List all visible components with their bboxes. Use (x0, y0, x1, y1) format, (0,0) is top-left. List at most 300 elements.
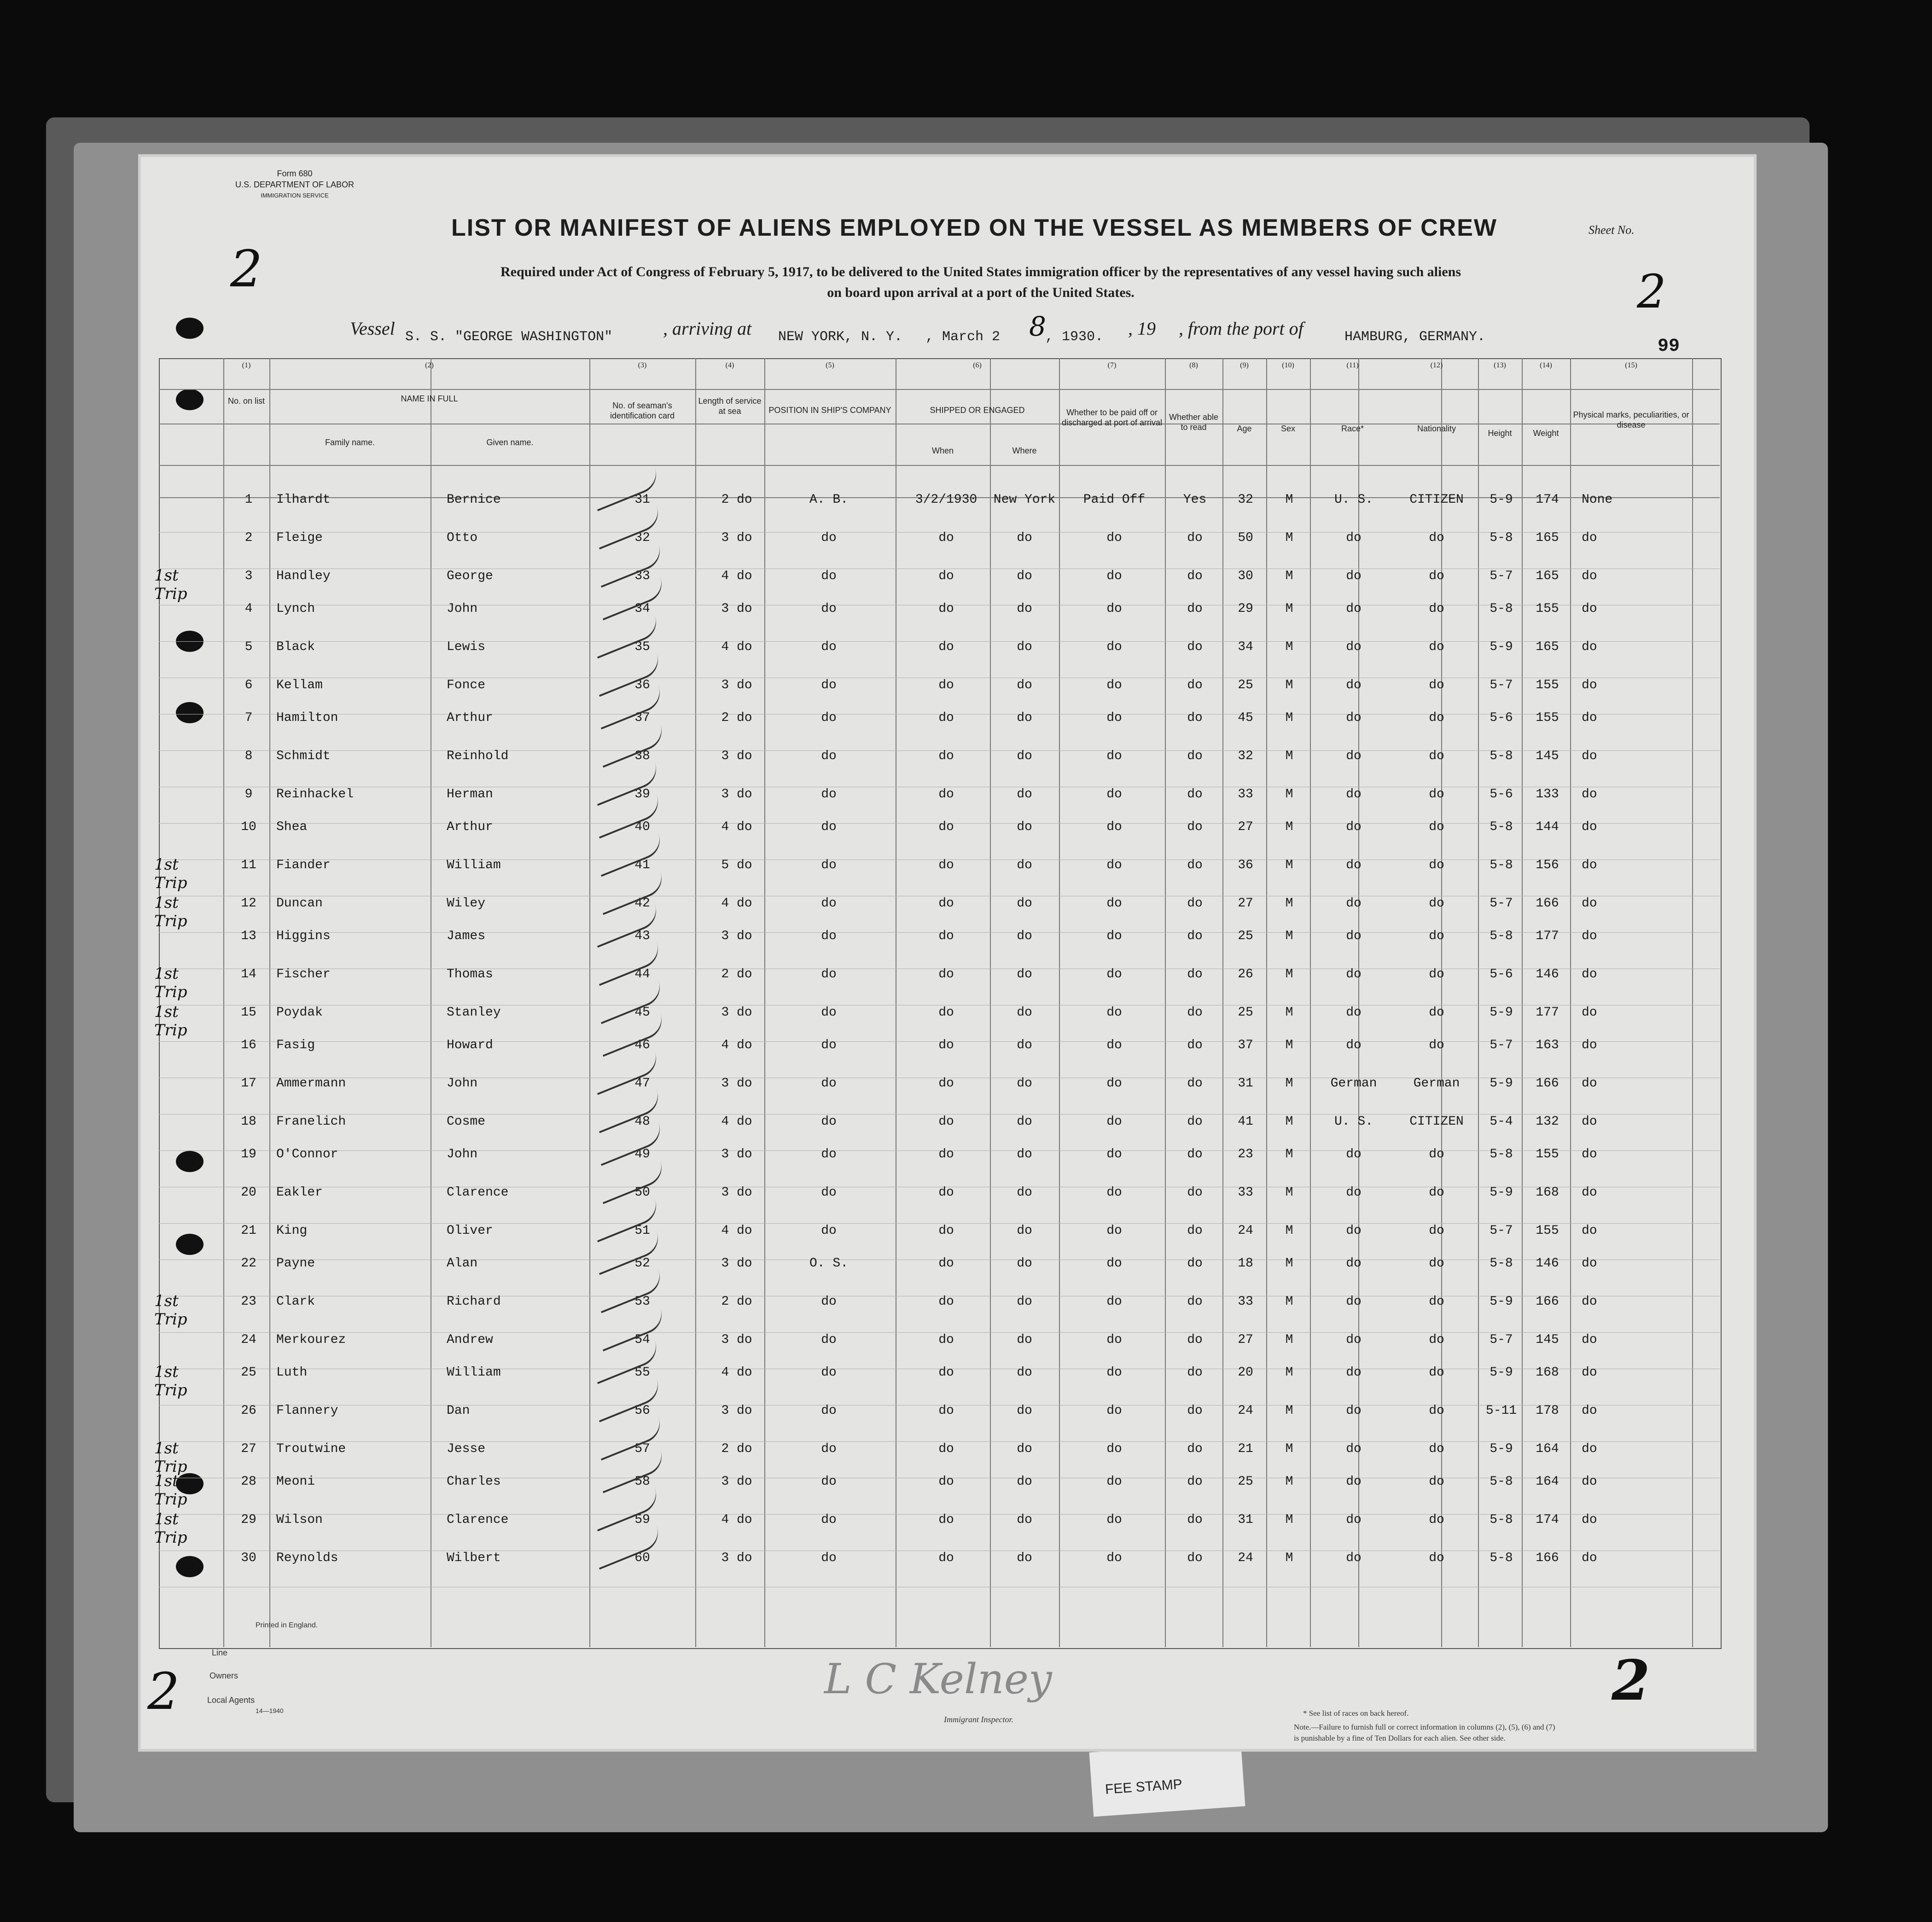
list-number-cell: 27 (241, 1442, 256, 1456)
paid-off-cell: Paid Off (1083, 493, 1146, 507)
weight-cell: 164 (1536, 1475, 1559, 1489)
column-header: Length of service at sea (698, 396, 762, 416)
able-to-read-cell: do (1187, 531, 1203, 545)
list-number-cell: 23 (241, 1295, 256, 1309)
sex-cell: M (1285, 1005, 1293, 1020)
family-name-cell: Poydak (276, 1005, 323, 1020)
sex-cell: M (1285, 749, 1293, 763)
weight-cell: 145 (1536, 749, 1559, 763)
race-cell: do (1346, 1365, 1362, 1380)
column-number: (11) (1346, 361, 1359, 369)
sex-cell: M (1285, 711, 1293, 725)
age-cell: 32 (1238, 749, 1253, 763)
service-length-cell: 2 do (721, 1295, 752, 1309)
position-cell: do (821, 1147, 837, 1161)
weight-cell: 155 (1536, 711, 1559, 725)
list-number-cell: 14 (241, 967, 256, 981)
shipped-when-cell: do (938, 1076, 954, 1091)
race-cell: do (1346, 1005, 1362, 1020)
nationality-cell: do (1429, 820, 1444, 834)
physical-marks-cell: do (1582, 787, 1597, 801)
column-number: (5) (826, 361, 834, 369)
shipped-when-cell: do (938, 569, 954, 583)
handwritten-trip-note: 1st Trip (154, 894, 187, 930)
form-number: Form 680 (277, 169, 313, 178)
family-name-cell: Hamilton (276, 711, 338, 725)
family-name-cell: Reinhackel (276, 787, 354, 801)
shipped-where-cell: do (1017, 1475, 1032, 1489)
able-to-read-cell: do (1187, 1513, 1203, 1527)
able-to-read-cell: do (1187, 929, 1203, 943)
given-name-cell: Andrew (447, 1333, 493, 1347)
age-cell: 31 (1238, 1513, 1253, 1527)
physical-marks-cell: do (1582, 820, 1597, 834)
race-cell: U. S. (1334, 493, 1373, 507)
position-cell: do (821, 1115, 837, 1129)
column-rule (1478, 358, 1479, 1647)
physical-marks-cell: do (1582, 711, 1597, 725)
weight-cell: 133 (1536, 787, 1559, 801)
id-card-cell: 34 (634, 602, 650, 616)
height-cell: 5-9 (1490, 1185, 1513, 1200)
service-length-cell: 2 do (721, 711, 752, 725)
height-cell: 5-6 (1490, 967, 1513, 981)
height-cell: 5-8 (1490, 1147, 1513, 1161)
column-header: Whether to be paid off or discharged at port of arrival (1061, 408, 1163, 427)
able-to-read-cell: do (1187, 1442, 1203, 1456)
sex-cell: M (1285, 1185, 1293, 1200)
family-name-cell: Payne (276, 1256, 315, 1271)
shipped-where-cell: do (1017, 1404, 1032, 1418)
shipped-when-cell: do (938, 678, 954, 692)
service-length-cell: 4 do (721, 569, 752, 583)
position-cell: do (821, 858, 837, 872)
shipped-when-cell: do (938, 896, 954, 911)
physical-marks-cell: do (1582, 1404, 1597, 1418)
id-card-cell: 41 (634, 858, 650, 872)
weight-cell: 163 (1536, 1038, 1559, 1052)
sex-cell: M (1285, 531, 1293, 545)
race-cell: do (1346, 1442, 1362, 1456)
shipped-where-cell: do (1017, 1185, 1032, 1200)
service-length-cell: 3 do (721, 749, 752, 763)
race-cell: do (1346, 1224, 1362, 1238)
service-name: IMMIGRATION SERVICE (261, 192, 329, 199)
position-cell: do (821, 749, 837, 763)
family-name-cell: Lynch (276, 602, 315, 616)
height-cell: 5-9 (1490, 493, 1513, 507)
race-cell: do (1346, 858, 1362, 872)
nationality-cell: do (1429, 1185, 1444, 1200)
column-header: NAME IN FULL (401, 394, 458, 403)
height-cell: 5-8 (1490, 858, 1513, 872)
race-cell: do (1346, 1185, 1362, 1200)
sex-cell: M (1285, 1365, 1293, 1380)
service-length-cell: 2 do (721, 1442, 752, 1456)
id-card-cell: 31 (634, 493, 650, 507)
height-cell: 5-7 (1490, 1333, 1513, 1347)
service-length-cell: 4 do (721, 640, 752, 654)
shipped-where-cell: do (1017, 1005, 1032, 1020)
given-name-cell: John (447, 1076, 478, 1091)
paid-off-cell: do (1106, 787, 1122, 801)
physical-marks-cell: do (1582, 929, 1597, 943)
nationality-cell: do (1429, 1365, 1444, 1380)
shipped-where-cell: do (1017, 896, 1032, 911)
given-name-cell: Oliver (447, 1224, 493, 1238)
weight-cell: 178 (1536, 1404, 1559, 1418)
weight-cell: 132 (1536, 1115, 1559, 1129)
header-rule (159, 389, 1720, 390)
sex-cell: M (1285, 569, 1293, 583)
able-to-read-cell: do (1187, 678, 1203, 692)
paid-off-cell: do (1106, 1185, 1122, 1200)
given-name-cell: Cosme (447, 1115, 486, 1129)
handwritten-trip-note: 1st Trip (154, 1003, 187, 1039)
sex-cell: M (1285, 602, 1293, 616)
shipped-when-cell: do (938, 1038, 954, 1052)
shipped-where-cell: do (1017, 640, 1032, 654)
list-number-cell: 24 (241, 1333, 256, 1347)
able-to-read-cell: do (1187, 1224, 1203, 1238)
position-cell: do (821, 1475, 837, 1489)
age-cell: 27 (1238, 820, 1253, 834)
position-cell: do (821, 1404, 837, 1418)
given-name-cell: Reinhold (447, 749, 509, 763)
position-cell: do (821, 1224, 837, 1238)
given-name-cell: Wiley (447, 896, 486, 911)
given-name-cell: John (447, 602, 478, 616)
shipped-where-cell: do (1017, 787, 1032, 801)
nationality-cell: do (1429, 1147, 1444, 1161)
able-to-read-cell: do (1187, 858, 1203, 872)
family-name-cell: Fischer (276, 967, 331, 981)
sex-cell: M (1285, 493, 1293, 507)
age-cell: 27 (1238, 896, 1253, 911)
family-name-cell: Troutwine (276, 1442, 346, 1456)
able-to-read-cell: do (1187, 640, 1203, 654)
family-name-cell: Luth (276, 1365, 308, 1380)
shipped-where-cell: do (1017, 1365, 1032, 1380)
able-to-read-cell: do (1187, 1038, 1203, 1052)
race-cell: do (1346, 602, 1362, 616)
weight-cell: 177 (1536, 1005, 1559, 1020)
height-cell: 5-8 (1490, 820, 1513, 834)
physical-marks-cell: do (1582, 1005, 1597, 1020)
column-rule (764, 358, 765, 1647)
weight-cell: 168 (1536, 1185, 1559, 1200)
column-rule (589, 358, 590, 1647)
shipped-where-cell: do (1017, 1442, 1032, 1456)
age-cell: 50 (1238, 531, 1253, 545)
height-cell: 5-8 (1490, 749, 1513, 763)
position-cell: do (821, 787, 837, 801)
column-header: Sex (1280, 424, 1296, 433)
paid-off-cell: do (1106, 1256, 1122, 1271)
handwritten-trip-note: 1st Trip (154, 964, 187, 1001)
race-cell: German (1330, 1076, 1377, 1091)
paid-off-cell: do (1106, 1005, 1122, 1020)
line-label: Line (212, 1648, 228, 1657)
paid-off-cell: do (1106, 820, 1122, 834)
paid-off-cell: do (1106, 1551, 1122, 1565)
weight-cell: 168 (1536, 1365, 1559, 1380)
age-cell: 20 (1238, 1365, 1253, 1380)
shipped-when-cell: 3/2/1930 (915, 493, 978, 507)
race-cell: do (1346, 1404, 1362, 1418)
physical-marks-cell: do (1582, 1513, 1597, 1527)
paid-off-cell: do (1106, 1224, 1122, 1238)
age-cell: 30 (1238, 569, 1253, 583)
nationality-cell: do (1429, 1551, 1444, 1565)
height-cell: 5-8 (1490, 1256, 1513, 1271)
service-length-cell: 3 do (721, 1551, 752, 1565)
family-name-cell: Fleige (276, 531, 323, 545)
id-card-cell: 54 (634, 1333, 650, 1347)
shipped-when-cell: do (938, 1551, 954, 1565)
paid-off-cell: do (1106, 1038, 1122, 1052)
column-header: Given name. (486, 438, 534, 447)
shipped-when-cell: do (938, 858, 954, 872)
service-length-cell: 3 do (721, 1076, 752, 1091)
shipped-where-cell: do (1017, 602, 1032, 616)
height-cell: 5-7 (1490, 678, 1513, 692)
age-cell: 31 (1238, 1076, 1253, 1091)
weight-cell: 155 (1536, 1147, 1559, 1161)
family-name-cell: Franelich (276, 1115, 346, 1129)
service-length-cell: 3 do (721, 1404, 752, 1418)
family-name-cell: Merkourez (276, 1333, 346, 1347)
id-card-cell: 32 (634, 531, 650, 545)
id-card-cell: 43 (634, 929, 650, 943)
position-cell: do (821, 1333, 837, 1347)
service-length-cell: 3 do (721, 1005, 752, 1020)
id-card-cell: 48 (634, 1115, 650, 1129)
shipped-when-cell: do (938, 1256, 954, 1271)
physical-marks-cell: do (1582, 1076, 1597, 1091)
able-to-read-cell: do (1187, 602, 1203, 616)
shipped-when-cell: do (938, 967, 954, 981)
shipped-when-cell: do (938, 711, 954, 725)
height-cell: 5-4 (1490, 1115, 1513, 1129)
shipped-when-cell: do (938, 1224, 954, 1238)
paid-off-cell: do (1106, 858, 1122, 872)
paid-off-cell: do (1106, 531, 1122, 545)
family-name-cell: Wilson (276, 1513, 323, 1527)
shipped-where-cell: do (1017, 1115, 1032, 1129)
weight-cell: 155 (1536, 1224, 1559, 1238)
race-cell: do (1346, 896, 1362, 911)
column-rule (269, 358, 270, 1647)
owners-label: Owners (209, 1671, 239, 1680)
footnote-penalty-2: is punishable by a fine of Ten Dollars for each alien. See other side. (1294, 1734, 1506, 1742)
height-cell: 5-7 (1490, 1038, 1513, 1052)
able-to-read-cell: do (1187, 1147, 1203, 1161)
age-cell: 27 (1238, 1333, 1253, 1347)
vessel-label: Vessel (350, 318, 395, 339)
sex-cell: M (1285, 1115, 1293, 1129)
nationality-cell: do (1429, 1475, 1444, 1489)
able-to-read-cell: Yes (1183, 493, 1207, 507)
service-length-cell: 3 do (721, 1475, 752, 1489)
column-rule (223, 358, 224, 1647)
able-to-read-cell: do (1187, 569, 1203, 583)
given-name-cell: Thomas (447, 967, 493, 981)
service-length-cell: 4 do (721, 1115, 752, 1129)
height-cell: 5-11 (1485, 1404, 1517, 1418)
sex-cell: M (1285, 896, 1293, 911)
page-title: LIST OR MANIFEST OF ALIENS EMPLOYED ON THE VESSEL AS MEMBERS OF CREW (451, 215, 1497, 241)
paid-off-cell: do (1106, 569, 1122, 583)
service-length-cell: 3 do (721, 1256, 752, 1271)
arriving-label: , arriving at (663, 318, 752, 339)
shipped-when-cell: do (938, 1513, 954, 1527)
age-cell: 33 (1238, 1185, 1253, 1200)
sex-cell: M (1285, 1404, 1293, 1418)
race-cell: do (1346, 1513, 1362, 1527)
age-cell: 18 (1238, 1256, 1253, 1271)
able-to-read-cell: do (1187, 1365, 1203, 1380)
physical-marks-cell: do (1582, 1551, 1597, 1565)
physical-marks-cell: None (1582, 493, 1613, 507)
age-cell: 41 (1238, 1115, 1253, 1129)
physical-marks-cell: do (1582, 1295, 1597, 1309)
race-cell: do (1346, 569, 1362, 583)
shipped-when-cell: do (938, 1475, 954, 1489)
shipped-where-cell: New York (993, 493, 1056, 507)
sex-cell: M (1285, 1442, 1293, 1456)
column-header: When (931, 446, 954, 455)
column-number: (13) (1494, 361, 1506, 369)
sex-cell: M (1285, 1256, 1293, 1271)
able-to-read-cell: do (1187, 1076, 1203, 1091)
race-cell: do (1346, 1256, 1362, 1271)
height-cell: 5-8 (1490, 929, 1513, 943)
list-number-cell: 30 (241, 1551, 256, 1565)
family-name-cell: Schmidt (276, 749, 331, 763)
physical-marks-cell: do (1582, 858, 1597, 872)
weight-cell: 166 (1536, 1076, 1559, 1091)
given-name-cell: James (447, 929, 486, 943)
height-cell: 5-8 (1490, 1475, 1513, 1489)
sex-cell: M (1285, 967, 1293, 981)
column-number: (14) (1540, 361, 1552, 369)
paid-off-cell: do (1106, 896, 1122, 911)
service-length-cell: 3 do (721, 1147, 752, 1161)
id-card-cell: 37 (634, 711, 650, 725)
age-cell: 33 (1238, 1295, 1253, 1309)
shipped-where-cell: do (1017, 1513, 1032, 1527)
height-cell: 5-8 (1490, 1551, 1513, 1565)
position-cell: do (821, 1295, 837, 1309)
nationality-cell: do (1429, 929, 1444, 943)
shipped-where-cell: do (1017, 1295, 1032, 1309)
binder-hole (176, 318, 204, 339)
id-card-cell: 39 (634, 787, 650, 801)
id-card-cell: 60 (634, 1551, 650, 1565)
id-card-cell: 35 (634, 640, 650, 654)
column-header: Weight (1533, 429, 1559, 438)
weight-cell: 164 (1536, 1442, 1559, 1456)
nationality-cell: do (1429, 1333, 1444, 1347)
able-to-read-cell: do (1187, 711, 1203, 725)
column-header: Race* (1341, 424, 1364, 433)
race-cell: do (1346, 1475, 1362, 1489)
handwritten-trip-note: 1st Trip (154, 566, 187, 603)
family-name-cell: Ilhardt (276, 493, 331, 507)
list-number-cell: 19 (241, 1147, 256, 1161)
handwritten-bottom-left-number: 2 (147, 1662, 180, 1721)
column-number: (15) (1625, 361, 1637, 369)
paid-off-cell: do (1106, 1442, 1122, 1456)
age-cell: 24 (1238, 1551, 1253, 1565)
column-number: (4) (725, 361, 734, 369)
given-name-cell: Dan (447, 1404, 470, 1418)
nationality-cell: do (1429, 531, 1444, 545)
id-card-cell: 38 (634, 749, 650, 763)
race-cell: U. S. (1334, 1115, 1373, 1129)
weight-cell: 177 (1536, 929, 1559, 943)
family-name-cell: Shea (276, 820, 308, 834)
race-cell: do (1346, 929, 1362, 943)
family-name-cell: Clark (276, 1295, 315, 1309)
given-name-cell: Clarence (447, 1513, 509, 1527)
handwritten-trip-note: 1st Trip (154, 1472, 187, 1509)
age-cell: 23 (1238, 1147, 1253, 1161)
able-to-read-cell: do (1187, 749, 1203, 763)
list-number-cell: 25 (241, 1365, 256, 1380)
service-length-cell: 3 do (721, 929, 752, 943)
id-card-cell: 46 (634, 1038, 650, 1052)
sex-cell: M (1285, 1076, 1293, 1091)
list-number-cell: 8 (244, 749, 253, 763)
height-cell: 5-7 (1490, 1224, 1513, 1238)
list-number-cell: 18 (241, 1115, 256, 1129)
sex-cell: M (1285, 1147, 1293, 1161)
id-card-cell: 36 (634, 678, 650, 692)
given-name-cell: George (447, 569, 493, 583)
position-cell: do (821, 967, 837, 981)
id-card-cell: 53 (634, 1295, 650, 1309)
sex-cell: M (1285, 1551, 1293, 1565)
given-name-cell: Jesse (447, 1442, 486, 1456)
service-length-cell: 2 do (721, 493, 752, 507)
paid-off-cell: do (1106, 1295, 1122, 1309)
shipped-where-cell: do (1017, 531, 1032, 545)
weight-cell: 166 (1536, 1551, 1559, 1565)
physical-marks-cell: do (1582, 967, 1597, 981)
sex-cell: M (1285, 1038, 1293, 1052)
age-cell: 29 (1238, 602, 1253, 616)
physical-marks-cell: do (1582, 1224, 1597, 1238)
handwritten-trip-note: 1st Trip (154, 1439, 187, 1476)
shipped-where-cell: do (1017, 858, 1032, 872)
position-cell: do (821, 820, 837, 834)
shipped-where-cell: do (1017, 1038, 1032, 1052)
service-length-cell: 3 do (721, 1185, 752, 1200)
arrival-year: , 1930. (1045, 329, 1104, 345)
position-cell: do (821, 531, 837, 545)
nationality-cell: do (1429, 1256, 1444, 1271)
race-cell: do (1346, 787, 1362, 801)
position-cell: do (821, 1551, 837, 1565)
service-length-cell: 4 do (721, 896, 752, 911)
column-rule (1222, 358, 1223, 1647)
list-number-cell: 9 (244, 787, 253, 801)
height-cell: 5-9 (1490, 1005, 1513, 1020)
shipped-when-cell: do (938, 640, 954, 654)
departure-port: HAMBURG, GERMANY. (1344, 329, 1486, 345)
